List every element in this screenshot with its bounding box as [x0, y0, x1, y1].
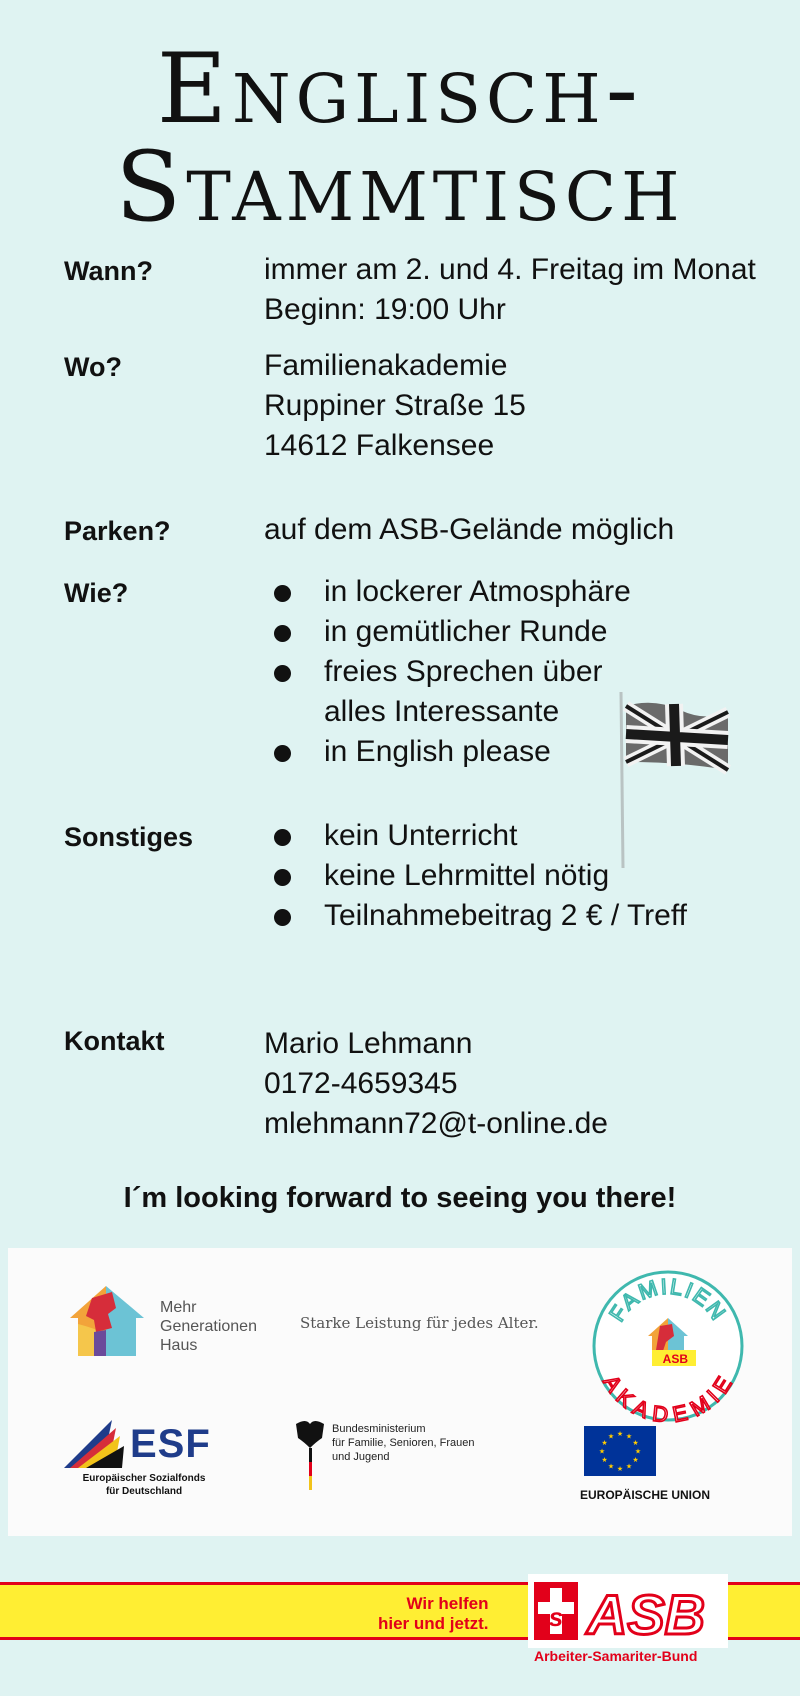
mgh-line-3: Haus — [160, 1337, 198, 1354]
mgh-line-2: Generationen — [160, 1318, 257, 1335]
list-item — [274, 816, 687, 856]
list-item — [274, 896, 687, 936]
wo-line-2: Ruppiner Straße 15 — [264, 389, 526, 422]
value-wo — [264, 346, 526, 466]
bmf-line-1: Bundesministerium — [332, 1423, 426, 1435]
esf-wings-icon — [64, 1418, 128, 1470]
bullet-dot — [274, 869, 291, 886]
bullet-dot — [274, 625, 291, 642]
list-item-continuation: alles Interessante — [324, 695, 560, 728]
title-line-2: Stammtisch — [115, 131, 685, 243]
familien-arc-text: FAMILIEN — [604, 1273, 732, 1326]
eu-flag-icon — [584, 1426, 656, 1476]
value-kontakt — [264, 1024, 608, 1144]
asb-slogan-line-2: hier und jetzt. — [378, 1614, 489, 1633]
federal-eagle-icon — [292, 1418, 328, 1494]
page-title — [0, 33, 800, 243]
esf-subtitle — [64, 1472, 224, 1498]
list-item — [274, 732, 631, 772]
closing-line: I´m looking forward to seeing you there! — [123, 1182, 677, 1214]
akademie-arc-text: AKADEMIE — [598, 1370, 738, 1426]
mehrgenerationenhaus-logo-icon — [66, 1284, 148, 1366]
label-wo: Wo? — [64, 352, 122, 382]
mgh-text — [160, 1298, 257, 1355]
svg-text:★: ★ — [625, 1432, 633, 1441]
bmf-line-3: und Jugend — [332, 1451, 390, 1463]
wo-line-3: 14612 Falkensee — [264, 429, 495, 462]
list-item-text: in lockerer Atmosphäre — [324, 575, 631, 608]
svg-text:★: ★ — [616, 1465, 624, 1473]
label-wann: Wann? — [64, 256, 153, 286]
wo-line-1: Familienakademie — [264, 349, 508, 382]
asb-wordmark-icon — [528, 1574, 728, 1648]
eu-label: EUROPÄISCHE UNION — [580, 1488, 711, 1502]
list-item-text: in English please — [324, 735, 551, 768]
asb-letters: ASB — [586, 1583, 706, 1646]
asb-logo — [528, 1574, 728, 1664]
list-item-text: in gemütlicher Runde — [324, 615, 608, 648]
kontakt-phone: 0172-4659345 — [264, 1067, 458, 1100]
list-item — [274, 652, 631, 732]
svg-text:★: ★ — [616, 1430, 624, 1438]
wann-line-2: Beginn: 19:00 Uhr — [264, 293, 506, 326]
esf-sub-line-2: für Deutschland — [105, 1486, 183, 1497]
wie-list — [274, 572, 631, 772]
kontakt-name: Mario Lehmann — [264, 1027, 473, 1060]
svg-text:★: ★ — [607, 1432, 615, 1441]
list-item — [274, 856, 687, 896]
bmfsfj-text — [332, 1422, 522, 1464]
svg-text:★: ★ — [601, 1456, 608, 1464]
list-item-text: kein Unterricht — [324, 819, 518, 852]
list-item — [274, 572, 631, 612]
asb-slogan — [378, 1594, 489, 1634]
bmfsfj-logo — [292, 1418, 475, 1499]
label-sonstiges: Sonstiges — [64, 822, 194, 852]
esf-logo — [64, 1418, 211, 1497]
list-item — [274, 612, 631, 652]
bullet-dot — [274, 909, 291, 926]
bullet-dot — [274, 585, 291, 602]
mgh-slogan: Starke Leistung für jedes Alter. — [300, 1314, 539, 1332]
bmf-line-2: für Familie, Senioren, Frauen — [332, 1437, 475, 1449]
wann-line-1: immer am 2. und 4. Freitag im Monat — [264, 253, 756, 286]
list-item-text: freies Sprechen über — [324, 655, 603, 688]
value-parken: auf dem ASB-Gelände möglich — [264, 513, 675, 546]
eu-logo — [580, 1426, 711, 1502]
familienakademie-logo-icon — [588, 1266, 748, 1426]
label-wie: Wie? — [64, 578, 129, 608]
bullet-dot — [274, 745, 291, 762]
label-parken: Parken? — [64, 516, 171, 546]
familien-asb-badge: ASB — [662, 1352, 688, 1366]
esf-wordmark: ESF — [130, 1422, 211, 1466]
svg-text:★: ★ — [632, 1439, 639, 1447]
mgh-line-1: Mehr — [160, 1299, 197, 1316]
esf-sub-line-1: Europäischer Sozialfonds — [82, 1473, 206, 1484]
list-item-text: Teilnahmebeitrag 2 € / Treff — [324, 899, 687, 932]
sonstiges-list — [274, 816, 687, 936]
asb-fullname: Arbeiter-Samariter-Bund — [534, 1648, 698, 1664]
svg-text:s: s — [548, 1602, 564, 1632]
asb-slogan-line-1: Wir helfen — [406, 1594, 489, 1613]
bullet-dot — [274, 665, 291, 682]
svg-text:★: ★ — [607, 1462, 615, 1471]
svg-text:★: ★ — [632, 1456, 639, 1464]
svg-text:★: ★ — [601, 1439, 608, 1447]
svg-text:★: ★ — [598, 1447, 606, 1456]
bullet-dot — [274, 829, 291, 846]
svg-text:★: ★ — [625, 1462, 633, 1471]
list-item-text: keine Lehrmittel nötig — [324, 859, 610, 892]
title-line-1: Englisch- — [156, 33, 644, 145]
sponsor-logos — [8, 1248, 792, 1536]
kontakt-email: mlehmann72@t-online.de — [264, 1107, 608, 1140]
value-wann — [264, 250, 756, 330]
label-kontakt: Kontakt — [64, 1026, 165, 1056]
svg-text:★: ★ — [634, 1447, 642, 1456]
